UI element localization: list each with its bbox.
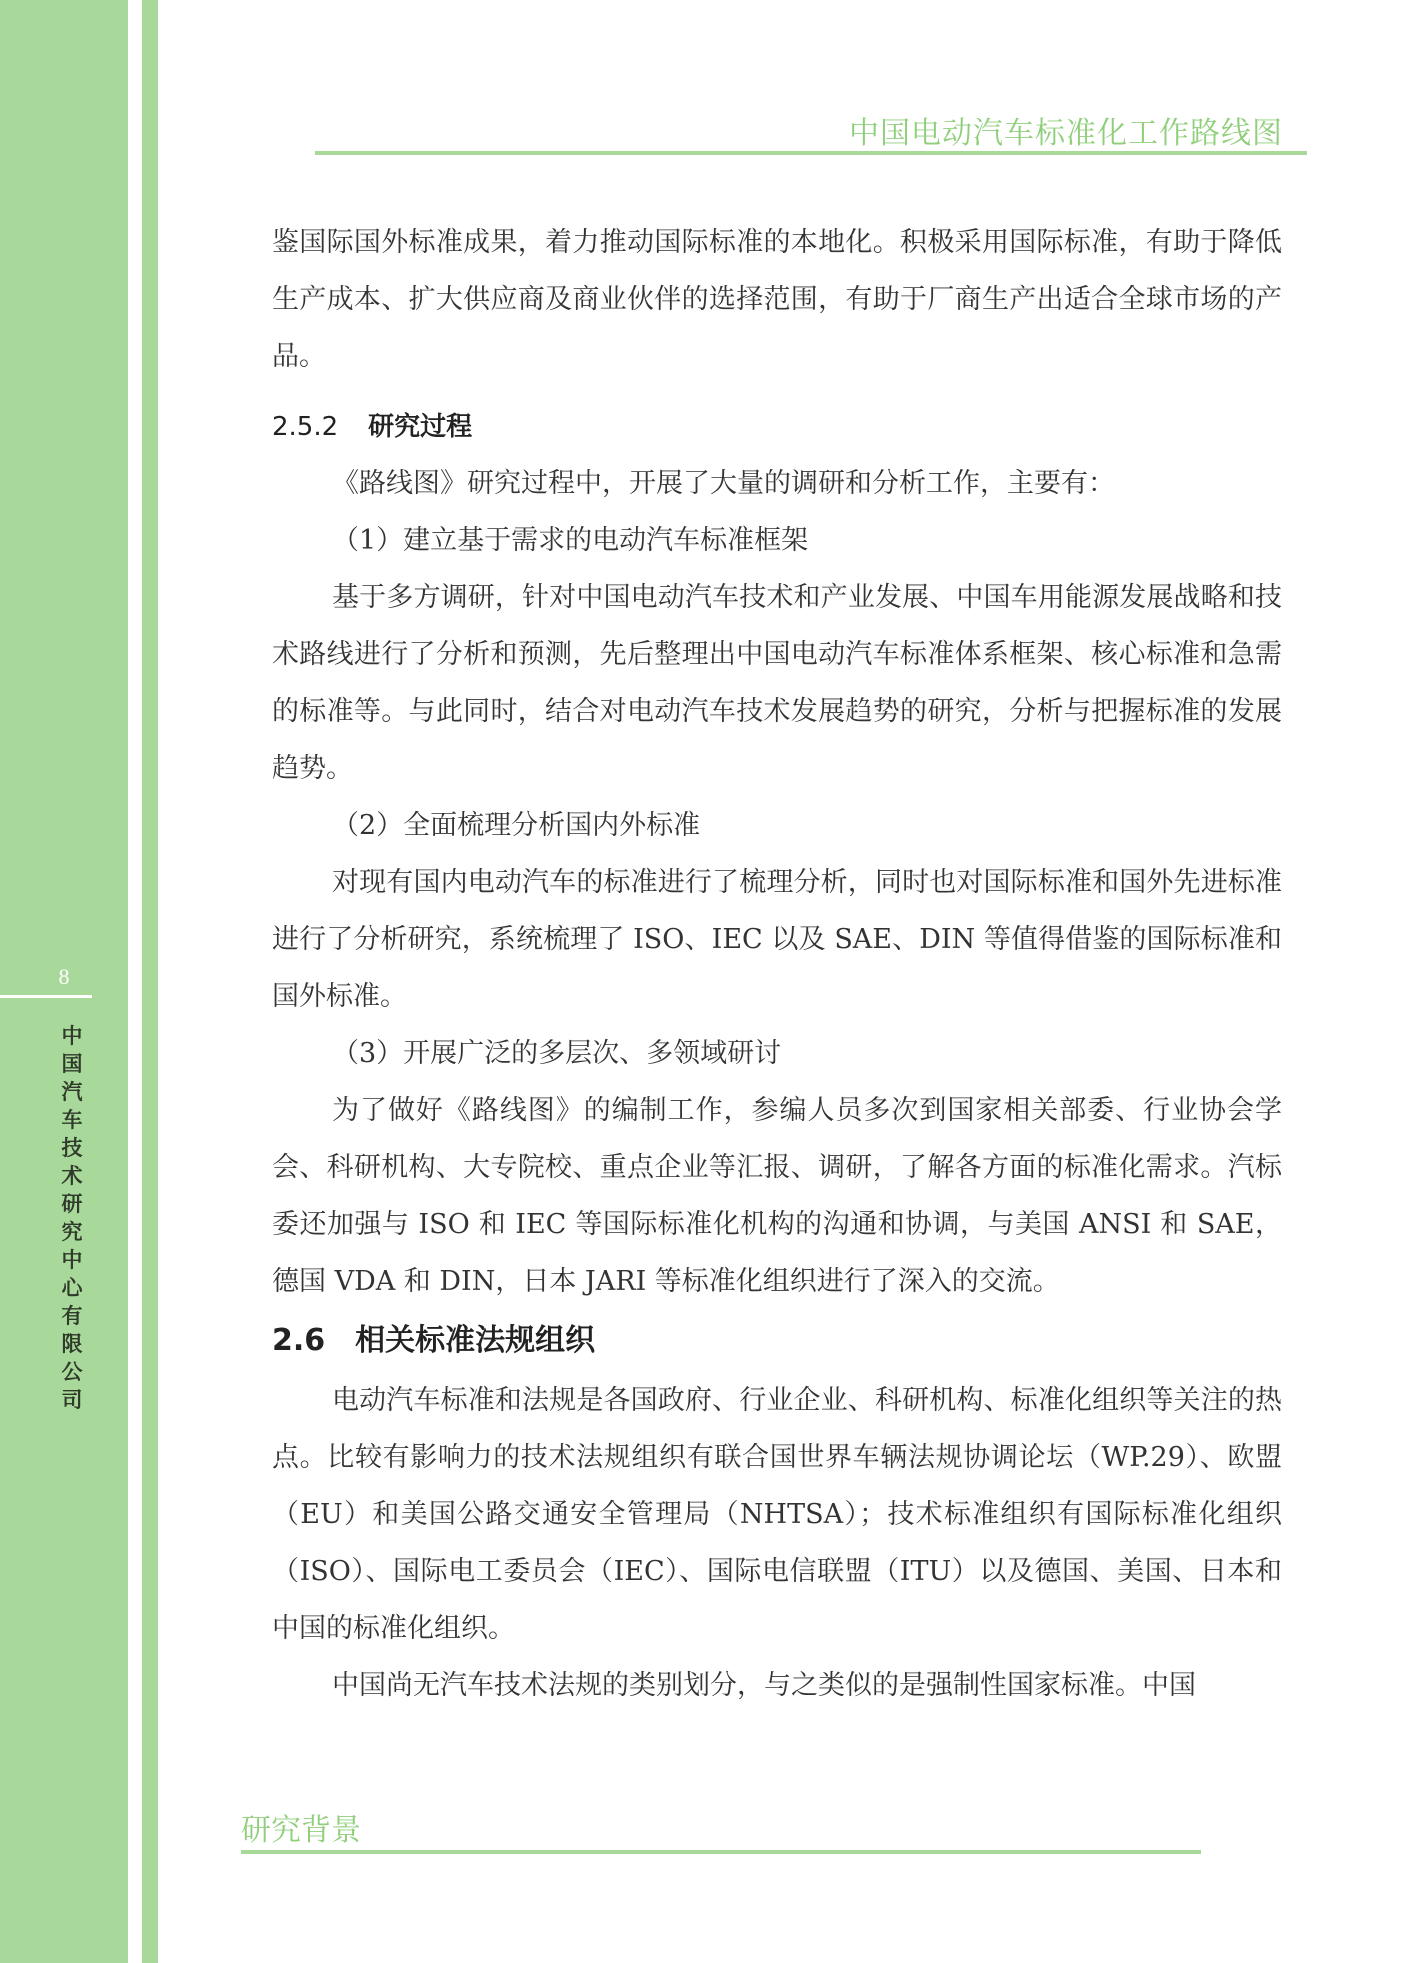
page-number-divider — [0, 995, 92, 998]
section-title: 研究过程 — [368, 412, 473, 442]
running-header-title: 中国电动汽车标准化工作路线图 — [849, 116, 1283, 151]
paragraph-item-1: 基于多方调研，针对中国电动汽车技术和产业发展、中国车用能源发展战略和技术路线进行了分析和预测，先后整理出中国电动汽车标准体系框架、核心标准和急需的标准等。与此同时，结合对电动汽车技术发展趋势的研究，分析与把握标准的发展趋势。 — [272, 582, 1282, 784]
section-heading-2-5-2 — [272, 399, 1282, 455]
section-title: 相关标准法规组织 — [355, 1323, 596, 1358]
side-stripe — [142, 0, 158, 1963]
header-divider — [315, 151, 1307, 155]
paragraph-item-2: 对现有国内电动汽车的标准进行了梳理分析，同时也对国际标准和国外先进标准进行了分析研究，系统梳理了 ISO、IEC 以及 SAE、DIN 等值得借鉴的国际标准和国外标准。 — [272, 867, 1282, 1012]
sidebar-company-name: 中国汽车技术研究中心有限公司 — [61, 1024, 83, 1412]
paragraph-organizations: 电动汽车标准和法规是各国政府、行业企业、科研机构、标准化组织等关注的热点。比较有影响力的技术法规组织有联合国世界车辆法规协调论坛（WP.29）、欧盟（EU）和美国公路交通安全管理局（NHTSA）；技术标准组织有国际标准化组织（ISO）、国际电工委员会（IEC）、国际电信联盟（ITU）以及德国、美国、日本和中国的标准化组织。 — [272, 1385, 1282, 1644]
paragraph-item-3: 为了做好《路线图》的编制工作，参编人员多次到国家相关部委、行业协会学会、科研机构、大专院校、重点企业等汇报、调研，了解各方面的标准化需求。汽标委还加强与 ISO 和 IEC 等国际标准化机构的沟通和协调，与美国 ANSI 和 SAE，德国 VDA 和 DIN，日本 JARI 等标准化组织进行了深入的交流。 — [272, 1095, 1282, 1297]
section-number: 2.5.2 — [272, 412, 339, 442]
list-item-1: （1）建立基于需求的电动汽车标准框架 — [332, 525, 809, 556]
section-heading-2-6 — [272, 1310, 1282, 1372]
footer-section-label: 研究背景 — [241, 1813, 361, 1848]
footer-divider — [241, 1850, 1201, 1854]
list-item-2: （2）全面梳理分析国内外标准 — [332, 810, 701, 841]
section-number: 2.6 — [272, 1323, 326, 1358]
paragraph-china-regulations: 中国尚无汽车技术法规的类别划分，与之类似的是强制性国家标准。中国 — [332, 1670, 1196, 1701]
paragraph-research-intro: 《路线图》研究过程中，开展了大量的调研和分析工作，主要有： — [332, 468, 1115, 499]
page-number: 8 — [58, 964, 70, 989]
paragraph-intro: 鉴国际国外标准成果，着力推动国际标准的本地化。积极采用国际标准，有助于降低生产成本、扩大供应商及商业伙伴的选择范围，有助于厂商生产出适合全球市场的产品。 — [272, 227, 1282, 372]
list-item-3: （3）开展广泛的多层次、多领域研讨 — [332, 1038, 782, 1069]
page-content — [272, 214, 1282, 1714]
